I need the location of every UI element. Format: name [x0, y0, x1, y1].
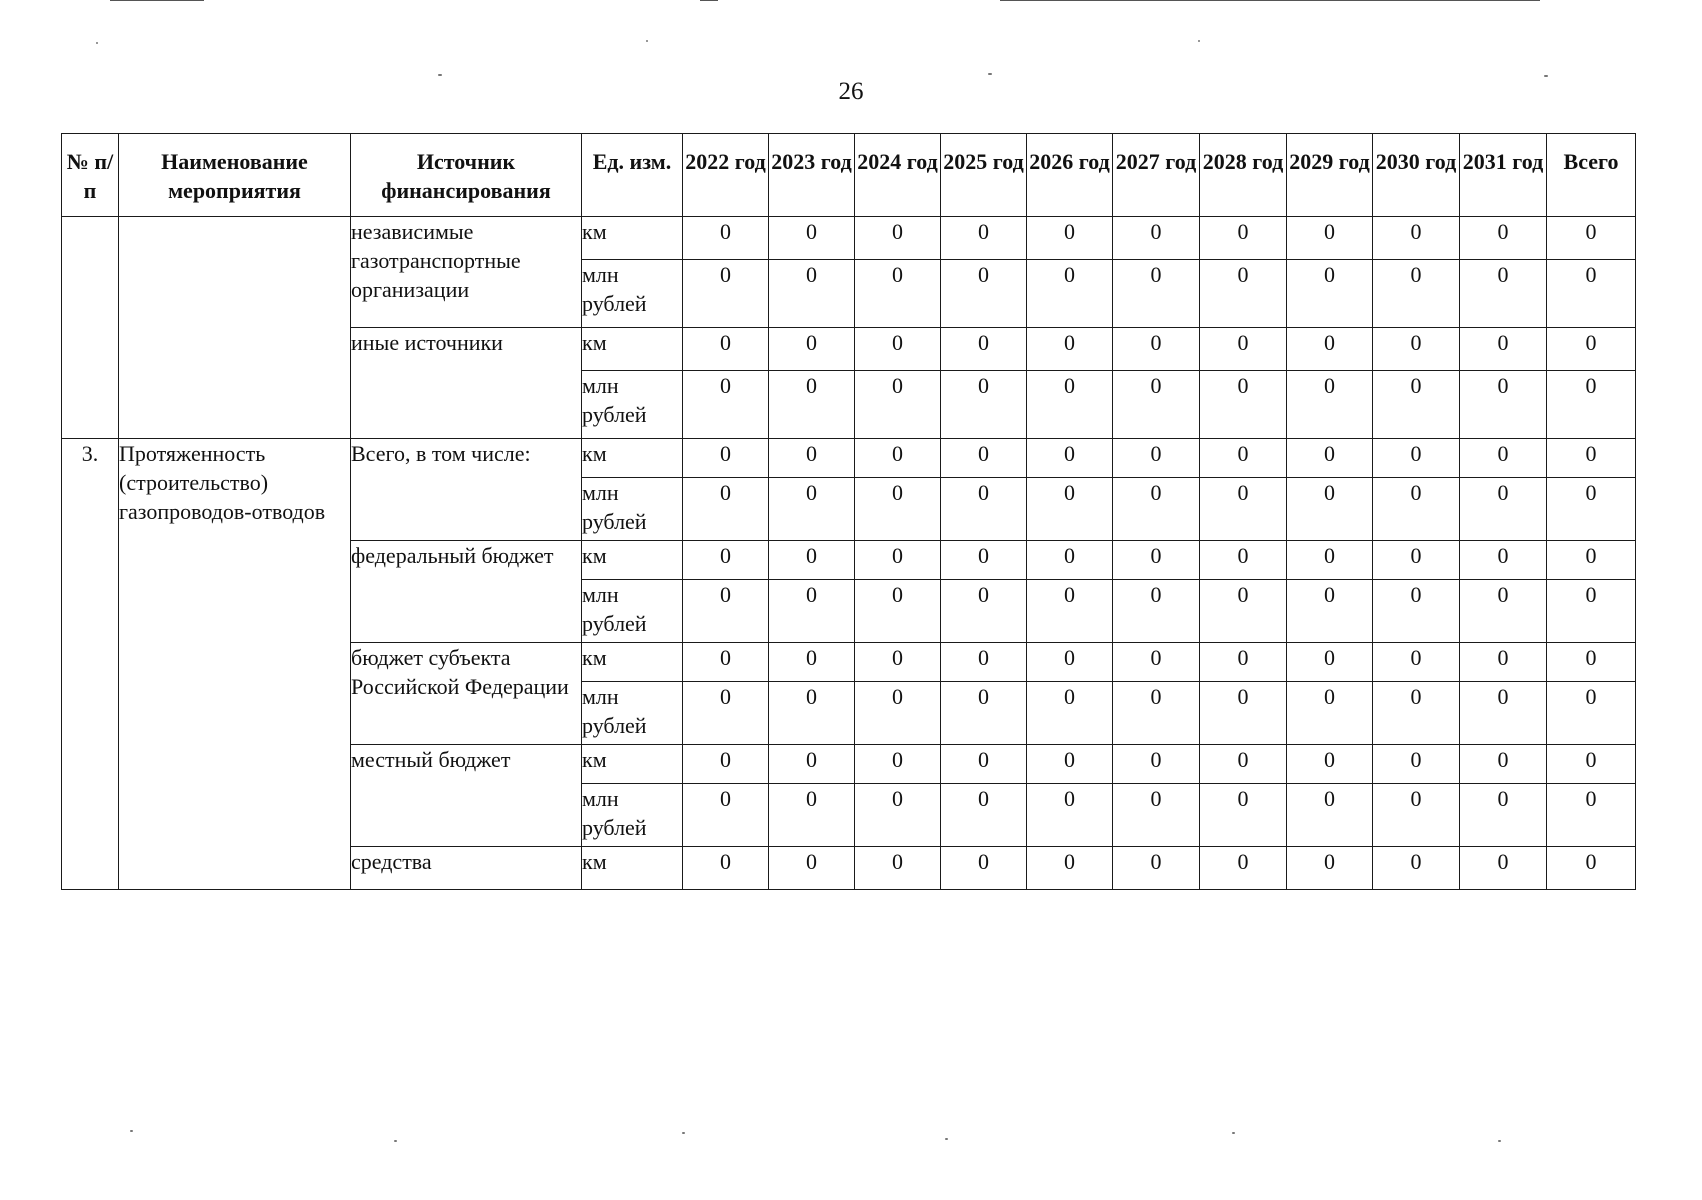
source-cell: иные источники: [351, 328, 582, 439]
unit-cell: млн рублей: [582, 478, 683, 541]
value-cell: 0: [1460, 371, 1547, 439]
value-cell: 0: [769, 478, 855, 541]
scan-speck: [1544, 75, 1548, 77]
value-cell: 0: [1460, 217, 1547, 260]
scan-speck: [682, 1132, 685, 1134]
row-num-cell: [62, 217, 119, 439]
value-cell: 0: [1027, 478, 1113, 541]
total-cell: 0: [1547, 439, 1636, 478]
value-cell: 0: [1027, 784, 1113, 847]
value-cell: 0: [683, 745, 769, 784]
value-cell: 0: [1287, 260, 1373, 328]
value-cell: 0: [769, 260, 855, 328]
value-cell: 0: [941, 260, 1027, 328]
scan-speck: [96, 42, 98, 44]
value-cell: 0: [1200, 580, 1287, 643]
value-cell: 0: [1200, 260, 1287, 328]
value-cell: 0: [1460, 847, 1547, 890]
value-cell: 0: [855, 217, 941, 260]
value-cell: 0: [1200, 682, 1287, 745]
unit-cell: км: [582, 217, 683, 260]
value-cell: 0: [855, 328, 941, 371]
unit-cell: км: [582, 541, 683, 580]
value-cell: 0: [1113, 847, 1200, 890]
value-cell: 0: [941, 541, 1027, 580]
value-cell: 0: [1200, 643, 1287, 682]
value-cell: 0: [1027, 847, 1113, 890]
value-cell: 0: [1373, 439, 1460, 478]
value-cell: 0: [1287, 541, 1373, 580]
value-cell: 0: [1373, 580, 1460, 643]
total-cell: 0: [1547, 217, 1636, 260]
row-name-cell: Протяженность (строительство) газопроводов-отводов: [119, 439, 351, 890]
value-cell: 0: [941, 439, 1027, 478]
value-cell: 0: [769, 682, 855, 745]
value-cell: 0: [769, 217, 855, 260]
value-cell: 0: [855, 260, 941, 328]
scan-speck: [1232, 1132, 1235, 1134]
value-cell: 0: [1113, 217, 1200, 260]
header-year: 2022 год: [683, 134, 769, 217]
value-cell: 0: [1373, 682, 1460, 745]
header-year: 2025 год: [941, 134, 1027, 217]
value-cell: 0: [1113, 328, 1200, 371]
value-cell: 0: [1460, 328, 1547, 371]
value-cell: 0: [1287, 439, 1373, 478]
value-cell: 0: [1287, 784, 1373, 847]
header-year: 2024 год: [855, 134, 941, 217]
value-cell: 0: [1373, 784, 1460, 847]
value-cell: 0: [1287, 847, 1373, 890]
value-cell: 0: [1460, 439, 1547, 478]
value-cell: 0: [1460, 643, 1547, 682]
value-cell: 0: [1113, 541, 1200, 580]
value-cell: 0: [1027, 328, 1113, 371]
value-cell: 0: [855, 847, 941, 890]
value-cell: 0: [941, 217, 1027, 260]
header-year: 2030 год: [1373, 134, 1460, 217]
value-cell: 0: [941, 328, 1027, 371]
source-cell: независимые газотранспортные организации: [351, 217, 582, 328]
total-cell: 0: [1547, 478, 1636, 541]
value-cell: 0: [1373, 745, 1460, 784]
value-cell: 0: [1200, 847, 1287, 890]
value-cell: 0: [1027, 217, 1113, 260]
value-cell: 0: [683, 439, 769, 478]
value-cell: 0: [769, 580, 855, 643]
value-cell: 0: [1373, 643, 1460, 682]
header-year: 2027 год: [1113, 134, 1200, 217]
value-cell: 0: [769, 847, 855, 890]
total-cell: 0: [1547, 745, 1636, 784]
unit-cell: млн рублей: [582, 784, 683, 847]
financing-table: [61, 133, 1636, 890]
value-cell: 0: [1027, 260, 1113, 328]
value-cell: 0: [769, 439, 855, 478]
header-year: 2023 год: [769, 134, 855, 217]
value-cell: 0: [1113, 682, 1200, 745]
header-year: 2031 год: [1460, 134, 1547, 217]
value-cell: 0: [941, 478, 1027, 541]
source-cell: бюджет субъекта Российской Федерации: [351, 643, 582, 745]
value-cell: 0: [1200, 541, 1287, 580]
value-cell: 0: [1113, 478, 1200, 541]
value-cell: 0: [683, 784, 769, 847]
scan-speck: [1198, 40, 1200, 42]
value-cell: 0: [1460, 682, 1547, 745]
value-cell: 0: [941, 847, 1027, 890]
value-cell: 0: [769, 328, 855, 371]
source-cell: средства: [351, 847, 582, 890]
table-header-row: [62, 134, 1636, 217]
value-cell: 0: [683, 260, 769, 328]
value-cell: 0: [1027, 541, 1113, 580]
scan-speck: [438, 74, 442, 76]
value-cell: 0: [1027, 371, 1113, 439]
value-cell: 0: [769, 745, 855, 784]
value-cell: 0: [855, 541, 941, 580]
value-cell: 0: [683, 217, 769, 260]
value-cell: 0: [941, 580, 1027, 643]
value-cell: 0: [683, 478, 769, 541]
value-cell: 0: [769, 784, 855, 847]
value-cell: 0: [1287, 371, 1373, 439]
unit-cell: км: [582, 439, 683, 478]
source-cell: Всего, в том числе:: [351, 439, 582, 541]
value-cell: 0: [683, 328, 769, 371]
value-cell: 0: [855, 439, 941, 478]
value-cell: 0: [1287, 217, 1373, 260]
value-cell: 0: [1113, 784, 1200, 847]
scan-speck: [945, 1138, 948, 1140]
value-cell: 0: [1460, 260, 1547, 328]
value-cell: 0: [1287, 478, 1373, 541]
scan-speck: [1498, 1140, 1501, 1142]
value-cell: 0: [941, 682, 1027, 745]
value-cell: 0: [1287, 682, 1373, 745]
value-cell: 0: [1373, 371, 1460, 439]
unit-cell: км: [582, 643, 683, 682]
value-cell: 0: [1113, 371, 1200, 439]
value-cell: 0: [941, 745, 1027, 784]
value-cell: 0: [1287, 745, 1373, 784]
total-cell: 0: [1547, 541, 1636, 580]
value-cell: 0: [941, 371, 1027, 439]
value-cell: 0: [1027, 745, 1113, 784]
value-cell: 0: [1373, 478, 1460, 541]
value-cell: 0: [1373, 328, 1460, 371]
value-cell: 0: [1200, 478, 1287, 541]
total-cell: 0: [1547, 847, 1636, 890]
value-cell: 0: [1287, 580, 1373, 643]
value-cell: 0: [1200, 371, 1287, 439]
value-cell: 0: [1287, 643, 1373, 682]
total-cell: 0: [1547, 371, 1636, 439]
value-cell: 0: [941, 643, 1027, 682]
value-cell: 0: [683, 371, 769, 439]
total-cell: 0: [1547, 328, 1636, 371]
source-cell: местный бюджет: [351, 745, 582, 847]
header-year: 2028 год: [1200, 134, 1287, 217]
value-cell: 0: [1460, 784, 1547, 847]
value-cell: 0: [1373, 847, 1460, 890]
value-cell: 0: [1287, 328, 1373, 371]
unit-cell: км: [582, 745, 683, 784]
value-cell: 0: [1027, 439, 1113, 478]
source-cell: федеральный бюджет: [351, 541, 582, 643]
unit-cell: млн рублей: [582, 260, 683, 328]
value-cell: 0: [683, 682, 769, 745]
value-cell: 0: [1027, 643, 1113, 682]
value-cell: 0: [1113, 260, 1200, 328]
value-cell: 0: [941, 784, 1027, 847]
row-num-cell: 3.: [62, 439, 119, 890]
value-cell: 0: [683, 541, 769, 580]
header-unit: Ед. изм.: [582, 134, 683, 217]
value-cell: 0: [855, 371, 941, 439]
value-cell: 0: [855, 682, 941, 745]
table-row: [62, 217, 1636, 260]
unit-cell: км: [582, 847, 683, 890]
row-name-cell: [119, 217, 351, 439]
value-cell: 0: [1460, 745, 1547, 784]
value-cell: 0: [1373, 260, 1460, 328]
value-cell: 0: [1113, 745, 1200, 784]
unit-cell: млн рублей: [582, 580, 683, 643]
value-cell: 0: [1200, 439, 1287, 478]
value-cell: 0: [769, 643, 855, 682]
value-cell: 0: [683, 643, 769, 682]
value-cell: 0: [1113, 439, 1200, 478]
scan-edge-line: [1000, 0, 1540, 1]
unit-cell: км: [582, 328, 683, 371]
header-name: Наименование мероприятия: [119, 134, 351, 217]
value-cell: 0: [683, 580, 769, 643]
header-year: 2026 год: [1027, 134, 1113, 217]
scan-speck: [130, 1130, 133, 1132]
value-cell: 0: [683, 847, 769, 890]
value-cell: 0: [1373, 541, 1460, 580]
value-cell: 0: [855, 745, 941, 784]
value-cell: 0: [1027, 682, 1113, 745]
unit-cell: млн рублей: [582, 682, 683, 745]
value-cell: 0: [1200, 217, 1287, 260]
header-num: № п/п: [62, 134, 119, 217]
value-cell: 0: [1027, 580, 1113, 643]
header-year: 2029 год: [1287, 134, 1373, 217]
value-cell: 0: [769, 541, 855, 580]
value-cell: 0: [1200, 784, 1287, 847]
scan-speck: [646, 40, 648, 42]
value-cell: 0: [855, 580, 941, 643]
value-cell: 0: [1200, 328, 1287, 371]
value-cell: 0: [855, 643, 941, 682]
total-cell: 0: [1547, 580, 1636, 643]
scan-edge-line: [110, 0, 204, 1]
total-cell: 0: [1547, 784, 1636, 847]
table-row: [62, 439, 1636, 478]
value-cell: 0: [855, 784, 941, 847]
total-cell: 0: [1547, 682, 1636, 745]
value-cell: 0: [1460, 478, 1547, 541]
value-cell: 0: [1373, 217, 1460, 260]
header-total: Всего: [1547, 134, 1636, 217]
value-cell: 0: [1460, 541, 1547, 580]
scan-speck: [394, 1140, 397, 1142]
value-cell: 0: [1113, 580, 1200, 643]
value-cell: 0: [769, 371, 855, 439]
value-cell: 0: [1460, 580, 1547, 643]
total-cell: 0: [1547, 260, 1636, 328]
total-cell: 0: [1547, 643, 1636, 682]
scan-speck: [988, 73, 992, 75]
value-cell: 0: [1113, 643, 1200, 682]
value-cell: 0: [855, 478, 941, 541]
value-cell: 0: [1200, 745, 1287, 784]
unit-cell: млн рублей: [582, 371, 683, 439]
scan-edge-line: [700, 0, 718, 1]
page-number: 26: [838, 78, 864, 105]
header-source: Источник финансирования: [351, 134, 582, 217]
